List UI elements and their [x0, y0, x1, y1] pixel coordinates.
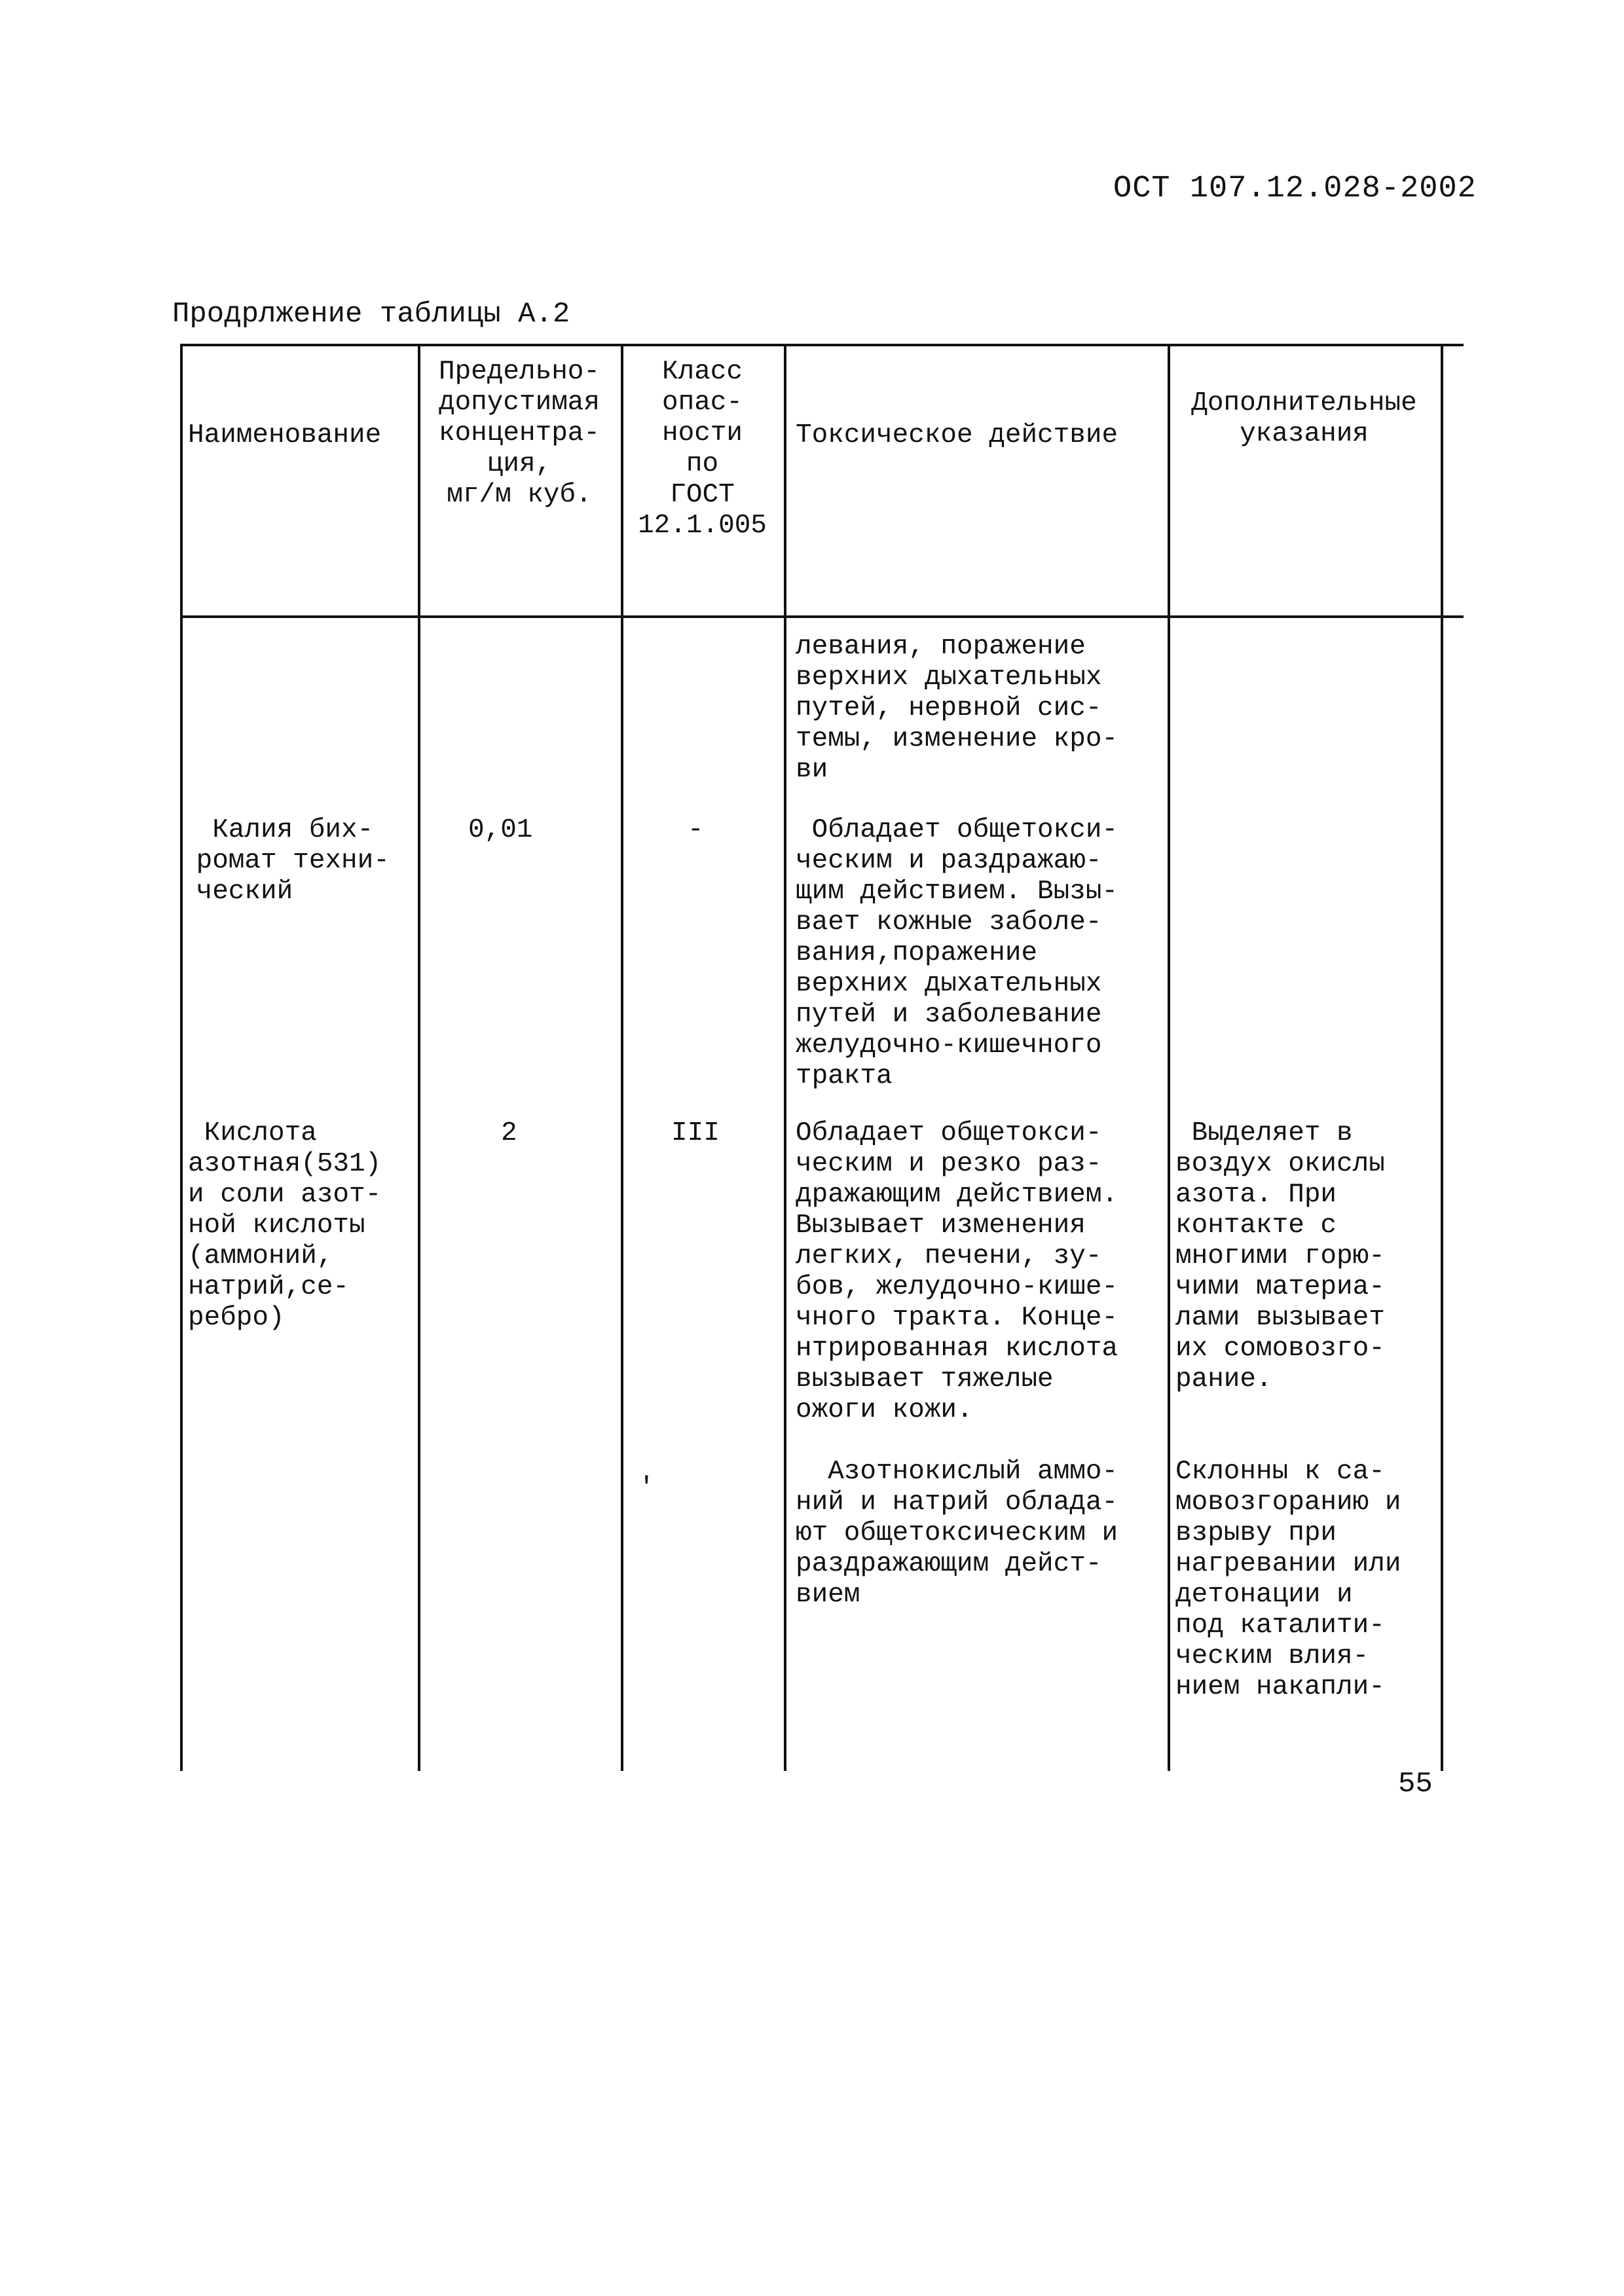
- col-border-5: [1441, 344, 1443, 1771]
- col-border-4: [1168, 344, 1170, 1771]
- row-1-hazard-class: -: [688, 815, 704, 845]
- row-2-name: Кислота азотная(531) и соли азот- ной кислоты (аммоний, натрий,се- ребро): [188, 1118, 382, 1333]
- col-border-3: [784, 344, 786, 1771]
- row-3-notes: Склонны к са- мовозгоранию и взрыву при нагревании или детонации и под каталити- ческим влия- нием накапли-: [1175, 1457, 1401, 1702]
- header-notes: Дополнительные указания: [1191, 388, 1417, 449]
- hazard-table: [180, 344, 1464, 1771]
- row-2-notes: Выделяет в воздух окислы азота. При контакте с многими горю- чими материа- лами вызывает их сомовозго- рание.: [1175, 1118, 1385, 1394]
- row-3-hazard-mark: ': [638, 1473, 655, 1503]
- header-name: Наименование: [188, 420, 382, 450]
- table-top-border: [180, 344, 1464, 346]
- document-code: ОСТ 107.12.028-2002: [1113, 172, 1477, 206]
- row-1-name: Калия бих- ромат техни- ческий: [196, 815, 390, 907]
- row-1-toxic-action: Обладает общетокси- ческим и раздражаю- щим действием. Вызы- вает кожные заболе- вания,поражение верхних дыхательных путей и заболевание желудочно-кишечного тракта: [796, 815, 1118, 1091]
- row-3-toxic-action: Азотнокислый аммо- ний и натрий облада- ют общетоксическим и раздражающим дейст- вием: [796, 1457, 1118, 1610]
- row-0-toxic-action: левания, поражение верхних дыхательных путей, нервной сис- темы, изменение кро- ви: [796, 632, 1118, 785]
- header-hazard-class: Класс опас- ности по ГОСТ 12.1.005: [638, 357, 767, 541]
- header-toxic-action: Токсическое действие: [796, 420, 1118, 450]
- header-mpc: Предельно- допустимая концентра- ция, мг/м куб.: [438, 357, 600, 510]
- page-number: 55: [1398, 1768, 1433, 1800]
- col-border-1: [418, 344, 420, 1771]
- row-2-mpc: 2: [501, 1118, 517, 1148]
- col-border-2: [621, 344, 623, 1771]
- row-1-mpc: 0,01: [468, 815, 533, 845]
- row-2-hazard-class: III: [671, 1118, 720, 1148]
- table-caption: Продрлжение таблицы А.2: [172, 298, 570, 331]
- col-border-0: [180, 344, 183, 1771]
- row-2-toxic-action: Обладает общетокси- ческим и резко раз- дражающим действием. Вызывает изменения легких, печени, зу- бов, желудочно-кише- чного тракта. Конце- нтрированная кислота вызывает тяжелые ожоги кожи.: [796, 1118, 1118, 1425]
- header-bottom-border: [180, 615, 1464, 618]
